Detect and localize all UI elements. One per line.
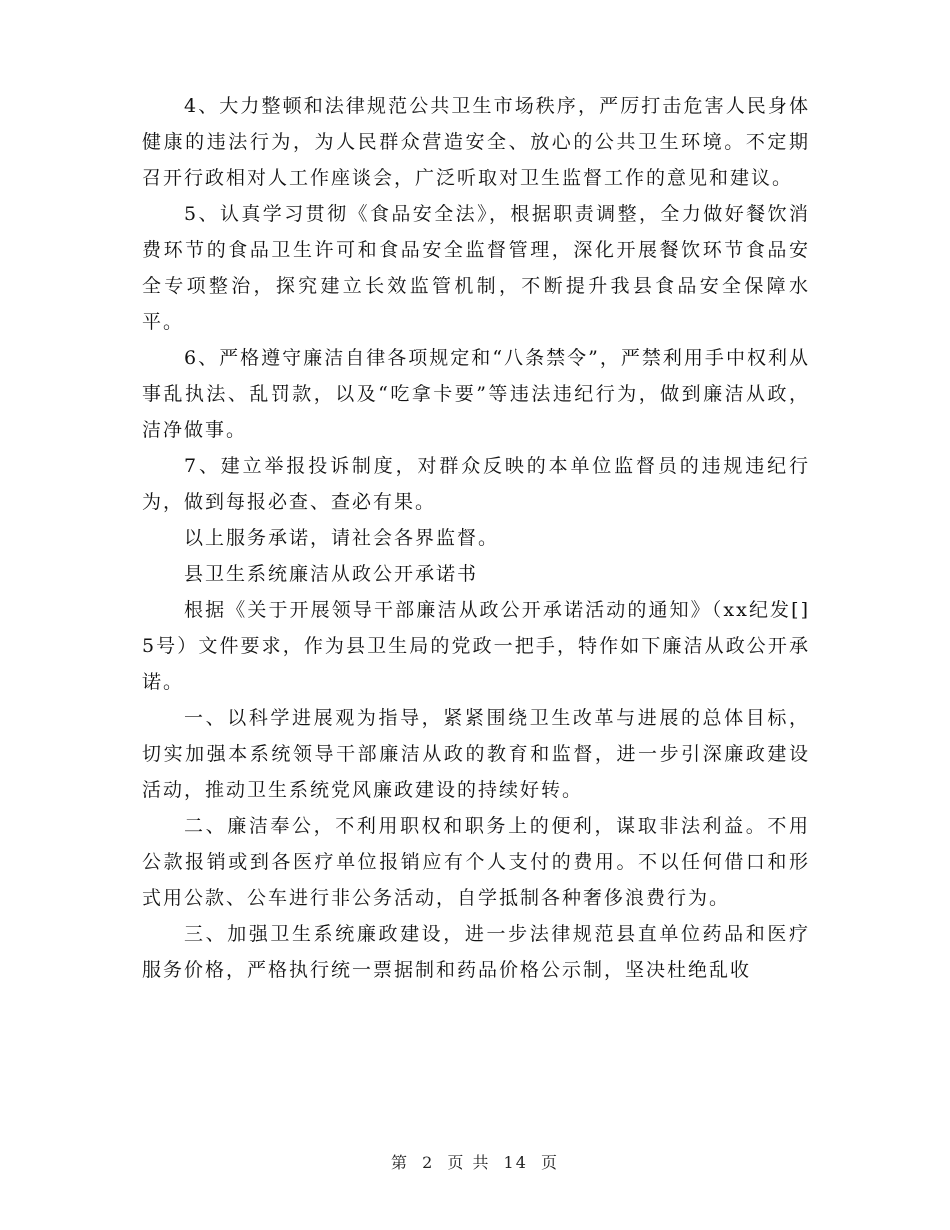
paragraph-item-4: 4、大力整顿和法律规范公共卫生市场秩序，严厉打击危害人民身体健康的违法行为，为人民群众营造安全、放心的公共卫生环境。不定期召开行政相对人工作座谈会，广泛听取对卫生监督工作的意见和建议。 bbox=[142, 95, 810, 189]
footer-middle: 页 共 bbox=[447, 1153, 491, 1172]
commitment-one: 一、以科学进展观为指导，紧紧围绕卫生改革与进展的总体目标，切实加强本系统领导干部廉洁从政的教育和监督，进一步引深廉政建设活动，推动卫生系统党风廉政建设的持续好转。 bbox=[142, 707, 810, 801]
footer-prefix: 第 bbox=[390, 1153, 409, 1172]
total-page-count: 14 bbox=[503, 1153, 528, 1172]
paragraph-item-7: 7、建立举报投诉制度，对群众反映的本单位监督员的违规违纪行为，做到每报必查、查必有果。 bbox=[142, 455, 810, 513]
paragraph-item-5: 5、认真学习贯彻《食品安全法》，根据职责调整，全力做好餐饮消费环节的食品卫生许可和食品安全监督管理，深化开展餐饮环节食品安全专项整治，探究建立长效监管机制，不断提升我县食品安全保障水平。 bbox=[142, 203, 810, 333]
page-footer bbox=[0, 1150, 950, 1173]
section-title: 县卫生系统廉洁从政公开承诺书 bbox=[184, 563, 479, 585]
service-commitment-closing: 以上服务承诺，请社会各界监督。 bbox=[184, 527, 500, 549]
paragraph-item-6: 6、严格遵守廉洁自律各项规定和“八条禁令”，严禁利用手中权利从事乱执法、乱罚款，以及“吃拿卡要”等违法违纪行为，做到廉洁从政，洁净做事。 bbox=[142, 347, 810, 441]
current-page-number: 2 bbox=[422, 1153, 435, 1172]
document-body bbox=[142, 88, 810, 988]
commitment-two: 二、廉洁奉公，不利用职权和职务上的便利，谋取非法利益。不用公款报销或到各医疗单位报销应有个人支付的费用。不以任何借口和形式用公款、公车进行非公务活动，自学抵制各种奢侈浪费行为。 bbox=[142, 815, 810, 909]
intro-paragraph: 根据《关于开展领导干部廉洁从政公开承诺活动的通知》（xx纪发[]5号）文件要求，作为县卫生局的党政一把手，特作如下廉洁从政公开承诺。 bbox=[142, 599, 810, 693]
footer-suffix: 页 bbox=[541, 1153, 560, 1172]
commitment-three: 三、加强卫生系统廉政建设，进一步法律规范县直单位药品和医疗服务价格，严格执行统一票据制和药品价格公示制，坚决杜绝乱收 bbox=[142, 923, 810, 981]
